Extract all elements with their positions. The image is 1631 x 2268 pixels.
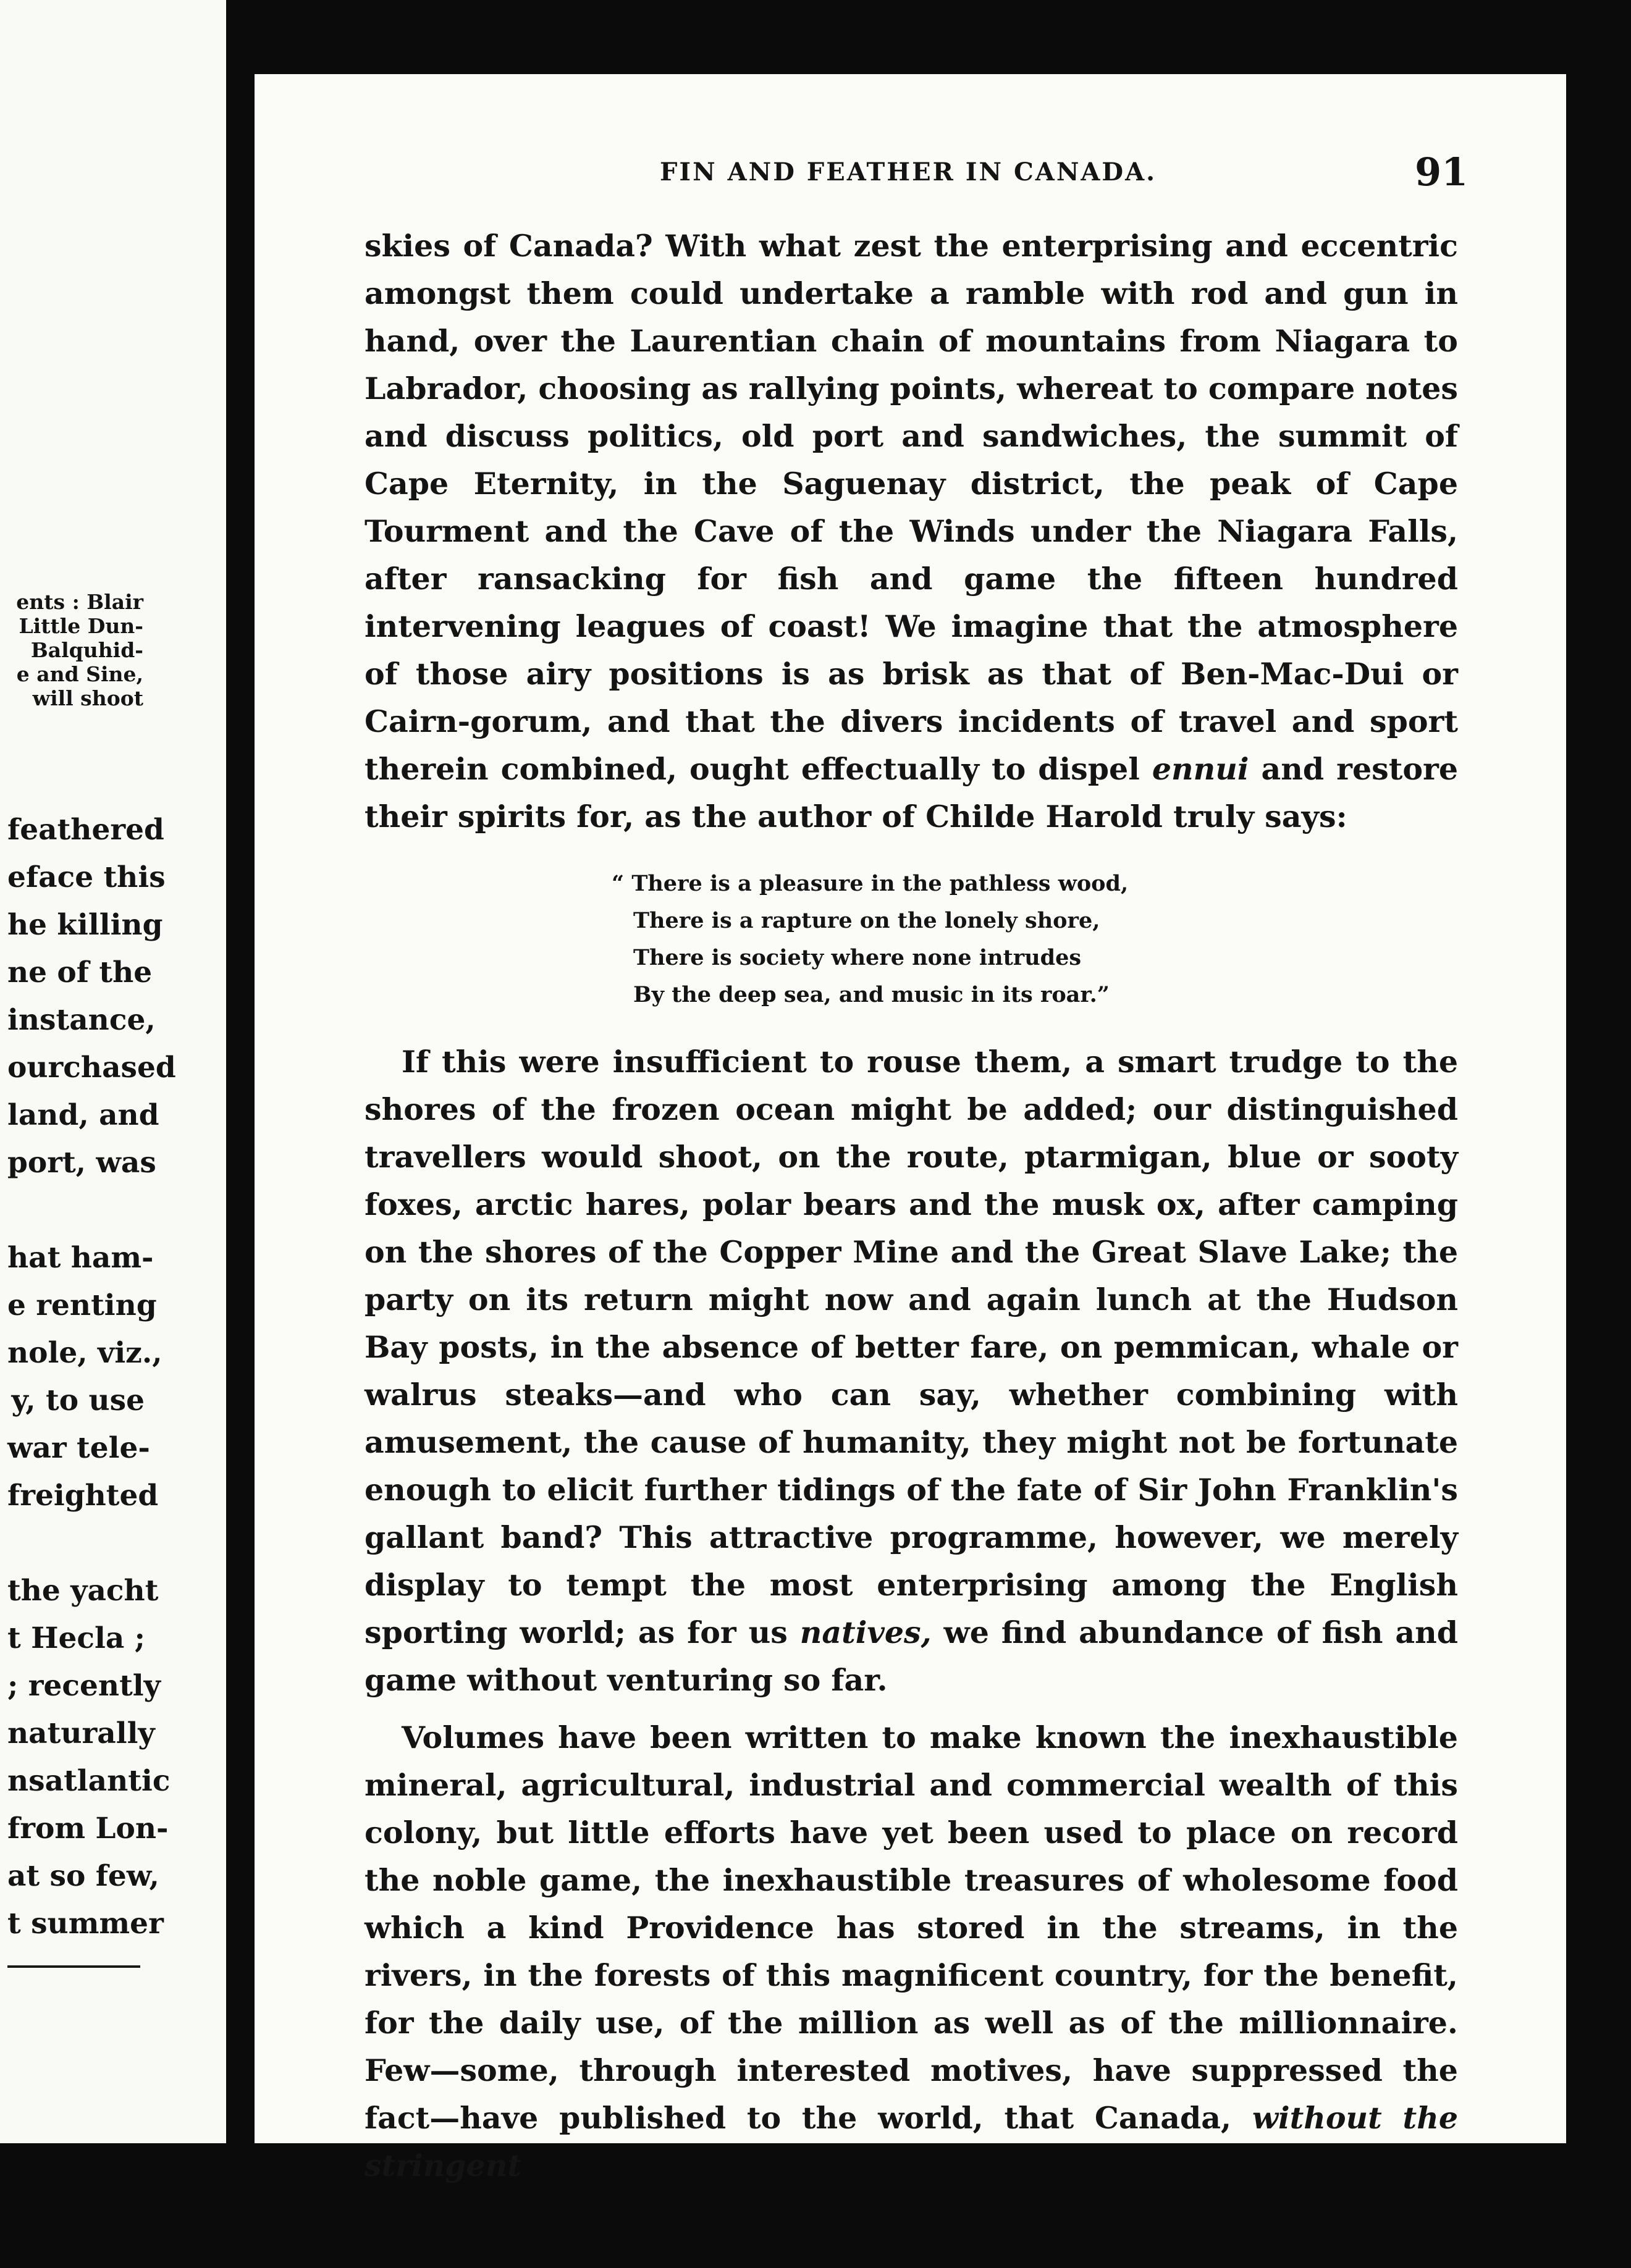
left-body-line: naturally (7, 1716, 155, 1750)
verse-line: By the deep sea, and music in its roar.” (633, 982, 1110, 1007)
page-body (365, 222, 1458, 2190)
left-body-line: war tele- (7, 1431, 150, 1465)
paragraph-text: If this were insufficient to rouse them, a smart trudge to the shores of the frozen ocean might be added; our distinguished travellers would shoot, on the route, ptarmigan, blue or sooty foxes, arctic hares, polar bears and the musk ox, after camping on the shores of the Copper Mine and the Great Slave Lake; the party on its return might now and again lunch at the Hudson Bay posts, in the absence of better fare, on pemmican, whale or walrus steaks—and who can say, whether combining with amusement, the cause of humanity, they might not be fortunate enough to elicit further tidings of the fate of Sir John Franklin's gallant band? This attractive programme, however, we merely display to tempt the most enterprising among the English sporting world; as for us (365, 1044, 1458, 1650)
left-body-line: nole, viz., (7, 1336, 162, 1370)
left-body-line: t Hecla ; (7, 1621, 146, 1655)
binding-gutter (226, 0, 255, 2143)
page-number: 91 (1415, 149, 1469, 195)
left-page-footnote-fragment (7, 590, 143, 710)
left-small-line: Little Dun- (19, 614, 143, 638)
left-body-line: land, and (7, 1098, 159, 1132)
left-body-line: nsatlantic (7, 1764, 171, 1798)
left-body-line: the yacht (7, 1574, 159, 1608)
paragraph (365, 1038, 1458, 1704)
paragraph-text: skies of Canada? With what zest the enterprising and eccentric amongst them could undertake a ramble with rod and gun in hand, over the Laurentian chain of mountains from Niagara to Labrador, choosing as rallying points, whereat to compare notes and discuss politics, old port and sandwiches, the summit of Cape Eternity, in the Saguenay district, the peak of Cape Tourment and the Cave of the Winds under the Niagara Falls, after ransacking for fish and game the fifteen hundred intervening leagues of coast! We imagine that the atmosphere of those airy positions is as brisk as that of Ben-Mac-Dui or Cairn-gorum, and that the divers incidents of travel and sport therein combined, ought effectually to dispel (365, 228, 1458, 787)
verse-quotation (612, 865, 1458, 1014)
italic-word: ennui (1152, 751, 1249, 787)
left-body-line: port, was (7, 1146, 156, 1180)
left-small-line: will shoot (32, 686, 143, 710)
running-header: FIN AND FEATHER IN CANADA. (660, 158, 1157, 187)
paragraph-text: we find abundance of fish and game without venturing so far. (365, 1615, 1459, 1698)
left-body-line: feathered (7, 813, 164, 847)
verse-line: There is a rapture on the lonely shore, (633, 908, 1100, 933)
left-body-line: e renting (7, 1288, 157, 1322)
left-body-line: hat ham- (7, 1241, 154, 1275)
left-small-line: e and Sine, (16, 662, 143, 686)
left-body-line: ; recently (7, 1669, 161, 1703)
left-page (0, 0, 226, 2143)
italic-word: natives, (799, 1615, 932, 1650)
paragraph (365, 1714, 1458, 2190)
paragraph-text: and restore their spirits for, as the author of Childe Harold truly says: (365, 751, 1459, 834)
left-body-line: eface this (7, 860, 166, 894)
scan-border-right (1566, 0, 1631, 2268)
left-body-line: from Lon- (7, 1812, 169, 1846)
paragraph-text: Volumes have been written to make known the inexhaustible mineral, agricultural, industrial and commercial wealth of this colony, but little efforts have yet been used to place on record the noble game, the inexhaustible treasures of wholesome food which a kind Providence has stored in the streams, in the rivers, in the forests of this magnificent country, for the benefit, for the daily use, of the million as well as of the millionnaire. Few—some, through interested motives, have suppressed the fact—have published to the world, that Canada, (365, 1720, 1458, 2136)
left-page-rule (7, 1965, 140, 1968)
left-body-line: at so few, (7, 1859, 159, 1893)
verse-line: “ There is a pleasure in the pathless wood, (612, 871, 1129, 896)
left-page-body-fragment (7, 806, 176, 1947)
left-body-line: freighted (7, 1479, 159, 1513)
left-body-line: instance, (7, 1003, 156, 1037)
left-body-line: ne of the (7, 956, 153, 989)
paragraph (365, 222, 1458, 841)
verse-line: There is society where none intrudes (633, 945, 1082, 970)
left-body-line: y, to use (11, 1384, 145, 1418)
left-small-line: Balquhid- (30, 638, 143, 662)
scan-border-top (255, 0, 1566, 74)
left-body-line: t summer (7, 1907, 164, 1941)
left-body-line: ourchased (7, 1051, 176, 1085)
left-body-line: he killing (7, 908, 163, 942)
italic-phrase: without the stringent (365, 2100, 1458, 2183)
left-small-line: ents : Blair (16, 590, 143, 614)
